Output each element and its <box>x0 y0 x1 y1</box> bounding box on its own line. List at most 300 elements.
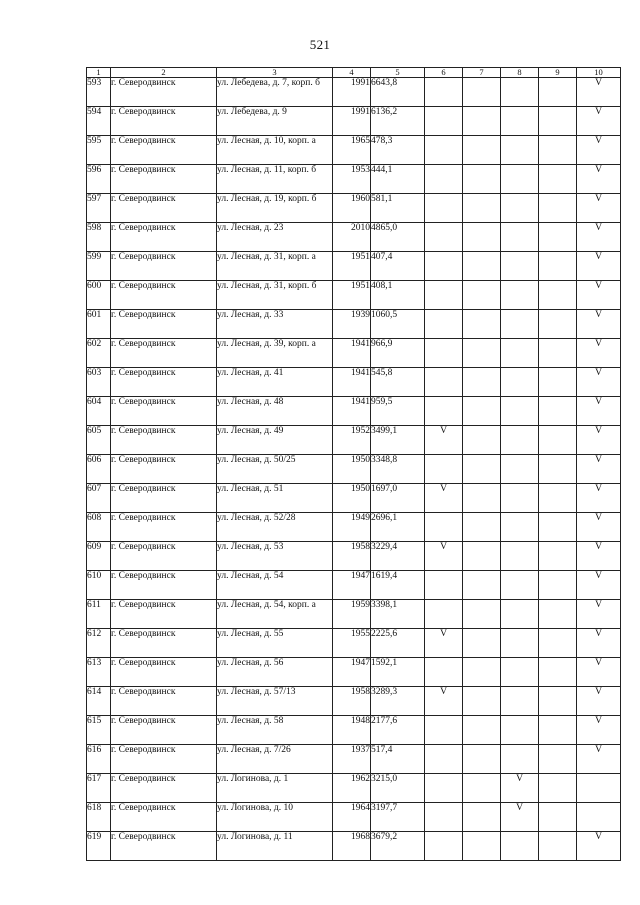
area-cell: 2696,1 <box>371 513 425 542</box>
mark-col-7-cell <box>463 484 501 513</box>
table-row <box>87 745 621 774</box>
row-number-cell: 602 <box>87 339 111 368</box>
mark-col-9-cell <box>539 774 577 803</box>
address-cell: ул. Лесная, д. 51 <box>217 484 333 513</box>
address-cell: ул. Логинова, д. 11 <box>217 832 333 861</box>
mark-col-7-cell <box>463 194 501 223</box>
mark-col-9-cell <box>539 339 577 368</box>
mark-col-9-cell <box>539 397 577 426</box>
mark-col-7-cell <box>463 368 501 397</box>
table-row <box>87 716 621 745</box>
row-number-cell: 604 <box>87 397 111 426</box>
mark-col-8-cell <box>501 252 539 281</box>
address-cell: ул. Лесная, д. 23 <box>217 223 333 252</box>
address-cell: ул. Лебедева, д. 9 <box>217 107 333 136</box>
mark-col-10-cell: V <box>577 745 621 774</box>
mark-col-10-cell: V <box>577 571 621 600</box>
mark-col-10-cell: V <box>577 194 621 223</box>
mark-col-9-cell <box>539 484 577 513</box>
address-cell: ул. Лесная, д. 57/13 <box>217 687 333 716</box>
mark-col-10-cell: V <box>577 107 621 136</box>
mark-col-7-cell <box>463 687 501 716</box>
mark-col-6-cell <box>425 455 463 484</box>
mark-col-9-cell <box>539 803 577 832</box>
city-cell: г. Северодвинск <box>111 78 217 107</box>
area-cell: 581,1 <box>371 194 425 223</box>
mark-col-7-cell <box>463 716 501 745</box>
year-built-cell: 1965 <box>333 136 371 165</box>
mark-col-7-cell <box>463 455 501 484</box>
mark-col-8-cell <box>501 78 539 107</box>
mark-col-8-cell <box>501 136 539 165</box>
mark-col-8-cell <box>501 397 539 426</box>
area-cell: 2225,6 <box>371 629 425 658</box>
mark-col-8-cell <box>501 426 539 455</box>
mark-col-7-cell <box>463 397 501 426</box>
mark-col-7-cell <box>463 107 501 136</box>
table-row <box>87 165 621 194</box>
mark-col-9-cell <box>539 629 577 658</box>
mark-col-9-cell <box>539 281 577 310</box>
mark-col-8-cell <box>501 339 539 368</box>
address-cell: ул. Лесная, д. 7/26 <box>217 745 333 774</box>
mark-col-10-cell: V <box>577 310 621 339</box>
address-cell: ул. Лесная, д. 56 <box>217 658 333 687</box>
mark-col-9-cell <box>539 426 577 455</box>
table-row <box>87 194 621 223</box>
row-number-cell: 617 <box>87 774 111 803</box>
year-built-cell: 1953 <box>333 165 371 194</box>
mark-col-7-cell <box>463 281 501 310</box>
year-built-cell: 1964 <box>333 803 371 832</box>
mark-col-8-cell <box>501 571 539 600</box>
column-header: 6 <box>425 68 463 78</box>
address-cell: ул. Лесная, д. 54, корп. а <box>217 600 333 629</box>
column-header: 9 <box>539 68 577 78</box>
address-cell: ул. Логинова, д. 10 <box>217 803 333 832</box>
year-built-cell: 1941 <box>333 368 371 397</box>
mark-col-6-cell: V <box>425 426 463 455</box>
row-number-cell: 605 <box>87 426 111 455</box>
mark-col-10-cell: V <box>577 513 621 542</box>
row-number-cell: 607 <box>87 484 111 513</box>
row-number-cell: 616 <box>87 745 111 774</box>
mark-col-7-cell <box>463 600 501 629</box>
year-built-cell: 1952 <box>333 426 371 455</box>
table-row <box>87 281 621 310</box>
row-number-cell: 613 <box>87 658 111 687</box>
city-cell: г. Северодвинск <box>111 658 217 687</box>
mark-col-8-cell <box>501 455 539 484</box>
mark-col-10-cell: V <box>577 542 621 571</box>
registry-body <box>87 68 621 861</box>
column-header: 4 <box>333 68 371 78</box>
mark-col-6-cell <box>425 803 463 832</box>
column-header-row <box>87 68 621 78</box>
city-cell: г. Северодвинск <box>111 426 217 455</box>
mark-col-7-cell <box>463 629 501 658</box>
year-built-cell: 1937 <box>333 745 371 774</box>
year-built-cell: 1947 <box>333 571 371 600</box>
area-cell: 545,8 <box>371 368 425 397</box>
area-cell: 3348,8 <box>371 455 425 484</box>
city-cell: г. Северодвинск <box>111 107 217 136</box>
mark-col-6-cell <box>425 513 463 542</box>
row-number-cell: 615 <box>87 716 111 745</box>
mark-col-8-cell <box>501 629 539 658</box>
mark-col-8-cell <box>501 658 539 687</box>
year-built-cell: 1958 <box>333 542 371 571</box>
row-number-cell: 594 <box>87 107 111 136</box>
city-cell: г. Северодвинск <box>111 455 217 484</box>
year-built-cell: 1949 <box>333 513 371 542</box>
mark-col-7-cell <box>463 78 501 107</box>
mark-col-10-cell: V <box>577 78 621 107</box>
area-cell: 3229,4 <box>371 542 425 571</box>
area-cell: 1619,4 <box>371 571 425 600</box>
table-row <box>87 542 621 571</box>
area-cell: 1697,0 <box>371 484 425 513</box>
mark-col-8-cell <box>501 165 539 194</box>
mark-col-6-cell <box>425 223 463 252</box>
year-built-cell: 1991 <box>333 107 371 136</box>
area-cell: 3289,3 <box>371 687 425 716</box>
mark-col-9-cell <box>539 600 577 629</box>
row-number-cell: 610 <box>87 571 111 600</box>
mark-col-6-cell <box>425 368 463 397</box>
area-cell: 6136,2 <box>371 107 425 136</box>
mark-col-8-cell <box>501 600 539 629</box>
mark-col-10-cell: V <box>577 687 621 716</box>
address-cell: ул. Лесная, д. 41 <box>217 368 333 397</box>
mark-col-6-cell <box>425 165 463 194</box>
year-built-cell: 1968 <box>333 832 371 861</box>
table-row <box>87 658 621 687</box>
mark-col-9-cell <box>539 136 577 165</box>
mark-col-6-cell <box>425 571 463 600</box>
area-cell: 4865,0 <box>371 223 425 252</box>
row-number-cell: 614 <box>87 687 111 716</box>
area-cell: 444,1 <box>371 165 425 194</box>
area-cell: 478,3 <box>371 136 425 165</box>
mark-col-6-cell <box>425 194 463 223</box>
area-cell: 3398,1 <box>371 600 425 629</box>
mark-col-6-cell: V <box>425 542 463 571</box>
row-number-cell: 595 <box>87 136 111 165</box>
city-cell: г. Северодвинск <box>111 194 217 223</box>
mark-col-9-cell <box>539 571 577 600</box>
mark-col-10-cell: V <box>577 252 621 281</box>
row-number-cell: 600 <box>87 281 111 310</box>
mark-col-8-cell <box>501 542 539 571</box>
year-built-cell: 1950 <box>333 484 371 513</box>
mark-col-9-cell <box>539 252 577 281</box>
mark-col-8-cell <box>501 716 539 745</box>
mark-col-7-cell <box>463 832 501 861</box>
row-number-cell: 596 <box>87 165 111 194</box>
year-built-cell: 1939 <box>333 310 371 339</box>
mark-col-8-cell: V <box>501 803 539 832</box>
mark-col-7-cell <box>463 513 501 542</box>
address-cell: ул. Лесная, д. 19, корп. б <box>217 194 333 223</box>
city-cell: г. Северодвинск <box>111 716 217 745</box>
area-cell: 2177,6 <box>371 716 425 745</box>
area-cell: 6643,8 <box>371 78 425 107</box>
address-cell: ул. Лесная, д. 53 <box>217 542 333 571</box>
mark-col-7-cell <box>463 339 501 368</box>
mark-col-6-cell <box>425 310 463 339</box>
page-number: 521 <box>309 37 331 52</box>
address-cell: ул. Лесная, д. 39, корп. а <box>217 339 333 368</box>
row-number-cell: 611 <box>87 600 111 629</box>
mark-col-8-cell <box>501 832 539 861</box>
mark-col-7-cell <box>463 571 501 600</box>
mark-col-8-cell <box>501 223 539 252</box>
registry-table <box>86 67 621 861</box>
address-cell: ул. Логинова, д. 1 <box>217 774 333 803</box>
city-cell: г. Северодвинск <box>111 513 217 542</box>
city-cell: г. Северодвинск <box>111 310 217 339</box>
table-row <box>87 687 621 716</box>
address-cell: ул. Лебедева, д. 7, корп. б <box>217 78 333 107</box>
mark-col-9-cell <box>539 542 577 571</box>
column-header: 10 <box>577 68 621 78</box>
city-cell: г. Северодвинск <box>111 136 217 165</box>
mark-col-7-cell <box>463 542 501 571</box>
year-built-cell: 1962 <box>333 774 371 803</box>
table-row <box>87 629 621 658</box>
area-cell: 3197,7 <box>371 803 425 832</box>
mark-col-8-cell <box>501 687 539 716</box>
city-cell: г. Северодвинск <box>111 542 217 571</box>
mark-col-6-cell <box>425 397 463 426</box>
mark-col-10-cell: V <box>577 397 621 426</box>
city-cell: г. Северодвинск <box>111 629 217 658</box>
mark-col-8-cell <box>501 107 539 136</box>
mark-col-6-cell <box>425 339 463 368</box>
mark-col-8-cell <box>501 513 539 542</box>
mark-col-9-cell <box>539 165 577 194</box>
table-row <box>87 803 621 832</box>
mark-col-9-cell <box>539 832 577 861</box>
row-number-cell: 619 <box>87 832 111 861</box>
city-cell: г. Северодвинск <box>111 687 217 716</box>
address-cell: ул. Лесная, д. 31, корп. а <box>217 252 333 281</box>
year-built-cell: 1959 <box>333 600 371 629</box>
row-number-cell: 606 <box>87 455 111 484</box>
mark-col-6-cell <box>425 107 463 136</box>
mark-col-6-cell <box>425 745 463 774</box>
year-built-cell: 1991 <box>333 78 371 107</box>
mark-col-9-cell <box>539 455 577 484</box>
mark-col-7-cell <box>463 745 501 774</box>
area-cell: 3215,0 <box>371 774 425 803</box>
area-cell: 1592,1 <box>371 658 425 687</box>
address-cell: ул. Лесная, д. 31, корп. б <box>217 281 333 310</box>
table-row <box>87 78 621 107</box>
column-header: 7 <box>463 68 501 78</box>
table-row <box>87 368 621 397</box>
address-cell: ул. Лесная, д. 55 <box>217 629 333 658</box>
table-row <box>87 310 621 339</box>
address-cell: ул. Лесная, д. 33 <box>217 310 333 339</box>
mark-col-9-cell <box>539 368 577 397</box>
table-row <box>87 252 621 281</box>
mark-col-10-cell: V <box>577 484 621 513</box>
city-cell: г. Северодвинск <box>111 223 217 252</box>
city-cell: г. Северодвинск <box>111 397 217 426</box>
address-cell: ул. Лесная, д. 11, корп. б <box>217 165 333 194</box>
address-cell: ул. Лесная, д. 58 <box>217 716 333 745</box>
mark-col-7-cell <box>463 223 501 252</box>
mark-col-9-cell <box>539 716 577 745</box>
address-cell: ул. Лесная, д. 10, корп. а <box>217 136 333 165</box>
year-built-cell: 1958 <box>333 687 371 716</box>
mark-col-8-cell <box>501 368 539 397</box>
address-cell: ул. Лесная, д. 50/25 <box>217 455 333 484</box>
city-cell: г. Северодвинск <box>111 484 217 513</box>
mark-col-10-cell: V <box>577 223 621 252</box>
mark-col-10-cell: V <box>577 368 621 397</box>
mark-col-8-cell <box>501 281 539 310</box>
address-cell: ул. Лесная, д. 49 <box>217 426 333 455</box>
row-number-cell: 601 <box>87 310 111 339</box>
row-number-cell: 598 <box>87 223 111 252</box>
mark-col-6-cell <box>425 832 463 861</box>
address-cell: ул. Лесная, д. 48 <box>217 397 333 426</box>
area-cell: 407,4 <box>371 252 425 281</box>
row-number-cell: 593 <box>87 78 111 107</box>
table-row <box>87 136 621 165</box>
area-cell: 3679,2 <box>371 832 425 861</box>
city-cell: г. Северодвинск <box>111 165 217 194</box>
year-built-cell: 1948 <box>333 716 371 745</box>
area-cell: 3499,1 <box>371 426 425 455</box>
mark-col-7-cell <box>463 426 501 455</box>
mark-col-8-cell <box>501 745 539 774</box>
column-header: 3 <box>217 68 333 78</box>
mark-col-8-cell <box>501 310 539 339</box>
mark-col-10-cell: V <box>577 281 621 310</box>
mark-col-10-cell: V <box>577 426 621 455</box>
city-cell: г. Северодвинск <box>111 803 217 832</box>
table-row <box>87 513 621 542</box>
mark-col-6-cell <box>425 716 463 745</box>
year-built-cell: 1950 <box>333 455 371 484</box>
mark-col-9-cell <box>539 107 577 136</box>
mark-col-9-cell <box>539 513 577 542</box>
table-row <box>87 600 621 629</box>
year-built-cell: 1960 <box>333 194 371 223</box>
mark-col-10-cell <box>577 774 621 803</box>
mark-col-6-cell <box>425 136 463 165</box>
mark-col-8-cell <box>501 194 539 223</box>
mark-col-7-cell <box>463 774 501 803</box>
row-number-cell: 597 <box>87 194 111 223</box>
city-cell: г. Северодвинск <box>111 600 217 629</box>
row-number-cell: 603 <box>87 368 111 397</box>
mark-col-7-cell <box>463 310 501 339</box>
city-cell: г. Северодвинск <box>111 571 217 600</box>
mark-col-8-cell <box>501 484 539 513</box>
row-number-cell: 608 <box>87 513 111 542</box>
year-built-cell: 1947 <box>333 658 371 687</box>
year-built-cell: 1951 <box>333 252 371 281</box>
mark-col-7-cell <box>463 165 501 194</box>
area-cell: 1060,5 <box>371 310 425 339</box>
mark-col-7-cell <box>463 136 501 165</box>
mark-col-10-cell: V <box>577 600 621 629</box>
year-built-cell: 1951 <box>333 281 371 310</box>
mark-col-9-cell <box>539 745 577 774</box>
table-row <box>87 774 621 803</box>
city-cell: г. Северодвинск <box>111 339 217 368</box>
row-number-cell: 618 <box>87 803 111 832</box>
year-built-cell: 1941 <box>333 397 371 426</box>
area-cell: 517,4 <box>371 745 425 774</box>
table-row <box>87 397 621 426</box>
mark-col-7-cell <box>463 252 501 281</box>
mark-col-6-cell <box>425 774 463 803</box>
city-cell: г. Северодвинск <box>111 774 217 803</box>
year-built-cell: 2010 <box>333 223 371 252</box>
mark-col-6-cell <box>425 600 463 629</box>
mark-col-10-cell: V <box>577 832 621 861</box>
mark-col-10-cell: V <box>577 716 621 745</box>
mark-col-6-cell: V <box>425 687 463 716</box>
mark-col-10-cell: V <box>577 455 621 484</box>
year-built-cell: 1955 <box>333 629 371 658</box>
address-cell: ул. Лесная, д. 52/28 <box>217 513 333 542</box>
mark-col-6-cell <box>425 252 463 281</box>
column-header: 5 <box>371 68 425 78</box>
year-built-cell: 1941 <box>333 339 371 368</box>
mark-col-7-cell <box>463 803 501 832</box>
mark-col-6-cell <box>425 78 463 107</box>
row-number-cell: 599 <box>87 252 111 281</box>
mark-col-10-cell: V <box>577 339 621 368</box>
row-number-cell: 609 <box>87 542 111 571</box>
city-cell: г. Северодвинск <box>111 832 217 861</box>
column-header: 8 <box>501 68 539 78</box>
row-number-cell: 612 <box>87 629 111 658</box>
mark-col-6-cell: V <box>425 629 463 658</box>
table-row <box>87 223 621 252</box>
mark-col-10-cell: V <box>577 658 621 687</box>
city-cell: г. Северодвинск <box>111 745 217 774</box>
column-header: 1 <box>87 68 111 78</box>
city-cell: г. Северодвинск <box>111 368 217 397</box>
mark-col-10-cell: V <box>577 136 621 165</box>
mark-col-10-cell: V <box>577 629 621 658</box>
city-cell: г. Северодвинск <box>111 252 217 281</box>
address-cell: ул. Лесная, д. 54 <box>217 571 333 600</box>
mark-col-9-cell <box>539 194 577 223</box>
area-cell: 966,9 <box>371 339 425 368</box>
mark-col-10-cell <box>577 803 621 832</box>
mark-col-9-cell <box>539 687 577 716</box>
mark-col-7-cell <box>463 658 501 687</box>
area-cell: 959,5 <box>371 397 425 426</box>
table-row <box>87 571 621 600</box>
mark-col-9-cell <box>539 78 577 107</box>
area-cell: 408,1 <box>371 281 425 310</box>
table-row <box>87 832 621 861</box>
table-row <box>87 484 621 513</box>
column-header: 2 <box>111 68 217 78</box>
table-row <box>87 107 621 136</box>
mark-col-6-cell <box>425 281 463 310</box>
